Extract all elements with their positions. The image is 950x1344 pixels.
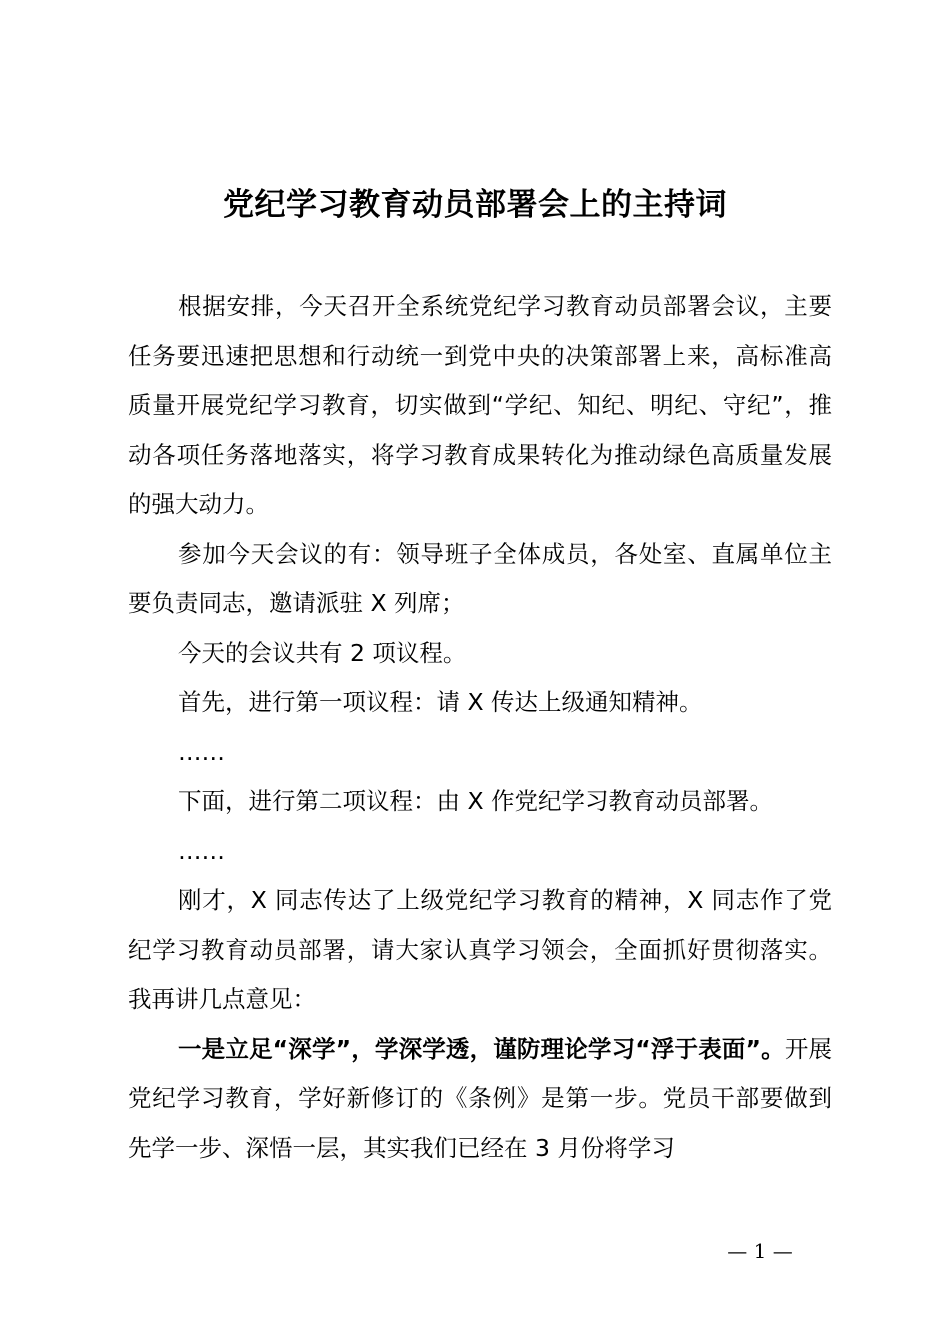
document-title: 党纪学习教育动员部署会上的主持词 xyxy=(223,187,727,223)
page-number: — 1 — xyxy=(727,1239,793,1263)
paragraph-point-1 xyxy=(128,1025,832,1174)
paragraph-summary: 刚才，X 同志传达了上级党纪学习教育的精神，X 同志作了党纪学习教育动员部署，请大家认真学习领会，全面抓好贯彻落实。我再讲几点意见： xyxy=(128,886,832,1013)
paragraph-agenda-count: 今天的会议共有 2 项议程。 xyxy=(178,638,467,667)
point-1-heading: 一是立足“深学”，学深学透，谨防理论学习“浮于表面”。 xyxy=(178,1034,785,1063)
paragraph-agenda-item-2: 下面，进行第二项议程：由 X 作党纪学习教育动员部署。 xyxy=(178,787,774,815)
point-1-text: 开展党纪学习教育，学好新修订的《条例》是第一步。党员干部要做到先学一步、深悟一层，其实我们已经在 3 月份将学习 xyxy=(128,1034,833,1162)
paragraph-ellipsis-2: …… xyxy=(178,836,225,865)
paragraph-attendees: 参加今天会议的有：领导班子全体成员，各处室、直属单位主要负责同志，邀请派驻 X 列席； xyxy=(128,539,832,617)
paragraph-ellipsis-1: …… xyxy=(178,737,225,766)
paragraph-intro: 根据安排，今天召开全系统党纪学习教育动员部署会议，主要任务要迅速把思想和行动统一到党中央的决策部署上来，高标准高质量开展党纪学习教育，切实做到“学纪、知纪、明纪、守纪”，推动各项任务落地落实，将学习教育成果转化为推动绿色高质量发展的强大动力。 xyxy=(128,292,832,518)
document-body xyxy=(128,282,832,1173)
paragraph-agenda-item-1: 首先，进行第一项议程：请 X 传达上级通知精神。 xyxy=(178,688,703,716)
